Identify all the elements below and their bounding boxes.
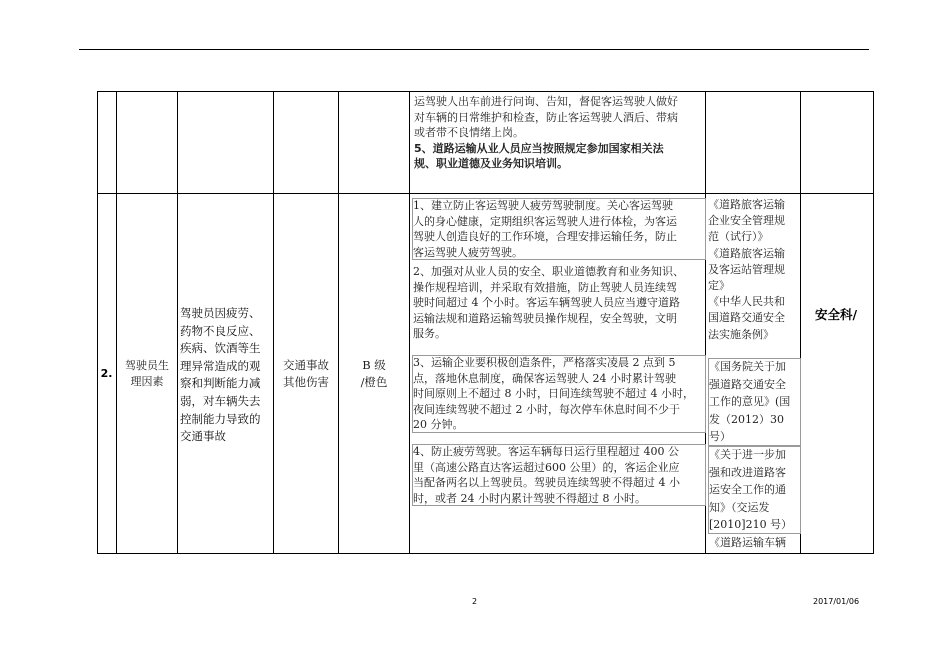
text-line: 操作规程培训，并采取有效措施，防止驾驶人员连续驾: [413, 280, 677, 294]
text-line: 当配备两名以上驾驶员。驾驶员连续驾驶不得超过 4 小: [413, 476, 680, 489]
text-line: 其他伤害: [283, 374, 329, 389]
row-divider: [97, 193, 873, 194]
text-line: 知》（交运发: [709, 500, 770, 514]
basis-2: [708, 358, 801, 446]
basis-3: [708, 446, 801, 551]
text-line: 《关于进一步加: [709, 448, 786, 461]
text-line: 服务。: [413, 327, 446, 340]
text-line: 弱，对车辆失去: [180, 393, 261, 408]
col-border: [409, 91, 410, 554]
text-line: 运输法规和道路运输驾驶员操作规程，安全驾驶，文明: [413, 311, 677, 325]
text-line: 4、防止疲劳驾驶。客运车辆每日运行里程超过 400 公: [413, 445, 679, 458]
risk-level: [339, 194, 409, 553]
table-top-border: [97, 91, 873, 92]
text-line: 20 分钟。: [413, 418, 464, 431]
risk-factor: [117, 194, 177, 553]
text-line: 夜间连续驾驶不超过 2 小时，每次停车休息时间不少于: [413, 402, 680, 416]
measure-continuation: [414, 94, 704, 172]
text-line: 交通事故: [180, 429, 226, 444]
text-line: 企业安全管理规: [708, 214, 785, 228]
text-line: 对车辆的日常维护和检查，防止客运驾驶人酒后、带病: [414, 110, 678, 124]
text-line: 国道路交通安全: [708, 311, 785, 325]
text-line: /橙色: [360, 374, 388, 389]
text-line: 时，或者 24 小时内累计驾驶不得超过 8 小时。: [413, 491, 646, 505]
text-line: 药物不良反应、: [180, 323, 261, 338]
footer-date: 2017/01/06: [813, 597, 860, 606]
text-line: 控制能力导致的: [180, 411, 261, 426]
text-line: 运安全工作的通: [709, 483, 786, 496]
text-line: 范（试行）》: [708, 230, 769, 244]
text-line: B 级: [362, 357, 386, 372]
text-line: 强道路交通安全: [709, 377, 786, 391]
text-line: 《中华人民共和: [708, 295, 785, 309]
text-line: [2010]210 号）: [709, 518, 793, 531]
text-line: 《国务院关于加: [709, 360, 786, 373]
text-line: 疾病、饮酒等生: [180, 341, 261, 356]
text-line: 及客运站管理规: [708, 262, 785, 276]
responsible-department: 安全科/: [815, 307, 858, 322]
text-line: 客运驾驶人疲劳驾驶。: [413, 245, 523, 259]
text-line: 驾驶员因疲劳、: [180, 306, 261, 320]
text-line: 工作的意见》(国: [709, 395, 791, 408]
text-line: 规、职业道德及业务知识培训。: [414, 157, 568, 170]
text-line: 或者带不良情绪上岗。: [414, 126, 524, 139]
measure-4: [412, 444, 706, 506]
table-bottom-border: [97, 553, 873, 554]
text-line: 运驾驶人出车前进行问询、告知，督促客运驾驶人做好: [414, 95, 678, 108]
text-line: 5、道路运输从业人员应当按照规定参加国家相关法: [414, 141, 664, 155]
col-border: [177, 91, 178, 554]
text-line: 定》: [708, 279, 730, 293]
text-line: 驶时间超过 4 个小时。客运车辆驾驶人员应当遵守道路: [413, 296, 680, 309]
row-index: 2.: [100, 367, 113, 380]
accident-type: [274, 194, 338, 553]
basis-1: [708, 197, 800, 343]
text-line: 2、加强对从业人员的安全、职业道德教育和业务知识、: [413, 265, 684, 278]
basis-3-box: [708, 446, 801, 534]
measure-3: [412, 355, 706, 433]
text-line: 驾驶员生: [125, 358, 169, 372]
risk-description: [180, 305, 274, 446]
measure-1: [412, 198, 706, 260]
text-line: 理因素: [130, 374, 164, 388]
text-line: 《道路旅客运输: [708, 198, 785, 211]
text-line: 理异常造成的观: [180, 358, 261, 373]
text-line: 《道路旅客运输: [708, 246, 785, 260]
text-line: 里（高速公路直达客运超过600 公里）的，客运企业应: [413, 460, 680, 474]
text-line: 交通事故: [283, 357, 329, 372]
text-line: 1、建立防止客运驾驶人疲劳驾驶制度。关心客运驾驶: [413, 199, 673, 212]
text-line: 法实施条例》: [708, 327, 774, 341]
text-line: 察和判断能力减: [180, 376, 261, 391]
text-line: 驾驶人创造良好的工作环境，合理安排运输任务，防止: [413, 230, 677, 243]
text-line: 《道路运输车辆: [709, 535, 786, 549]
text-line: 人的身心健康，定期组织客运驾驶人进行体检，为客运: [413, 214, 677, 228]
text-line: 3、运输企业要积极创造条件，严格落实凌晨 2 点到 5: [413, 356, 676, 369]
measure-2: [413, 264, 705, 342]
text-line: 点，落地休息制度，确保客运驾驶人 24 小时累计驾驶: [413, 371, 676, 385]
text-line: 发（2012）30 号）: [709, 412, 784, 443]
text-line: 时间原则上不超过 8 小时，日间连续驾驶不超过 4 小时，: [413, 387, 694, 400]
col-border: [873, 91, 874, 554]
page-number: 2: [472, 597, 478, 606]
text-line: 强和改进道路客: [709, 465, 786, 479]
